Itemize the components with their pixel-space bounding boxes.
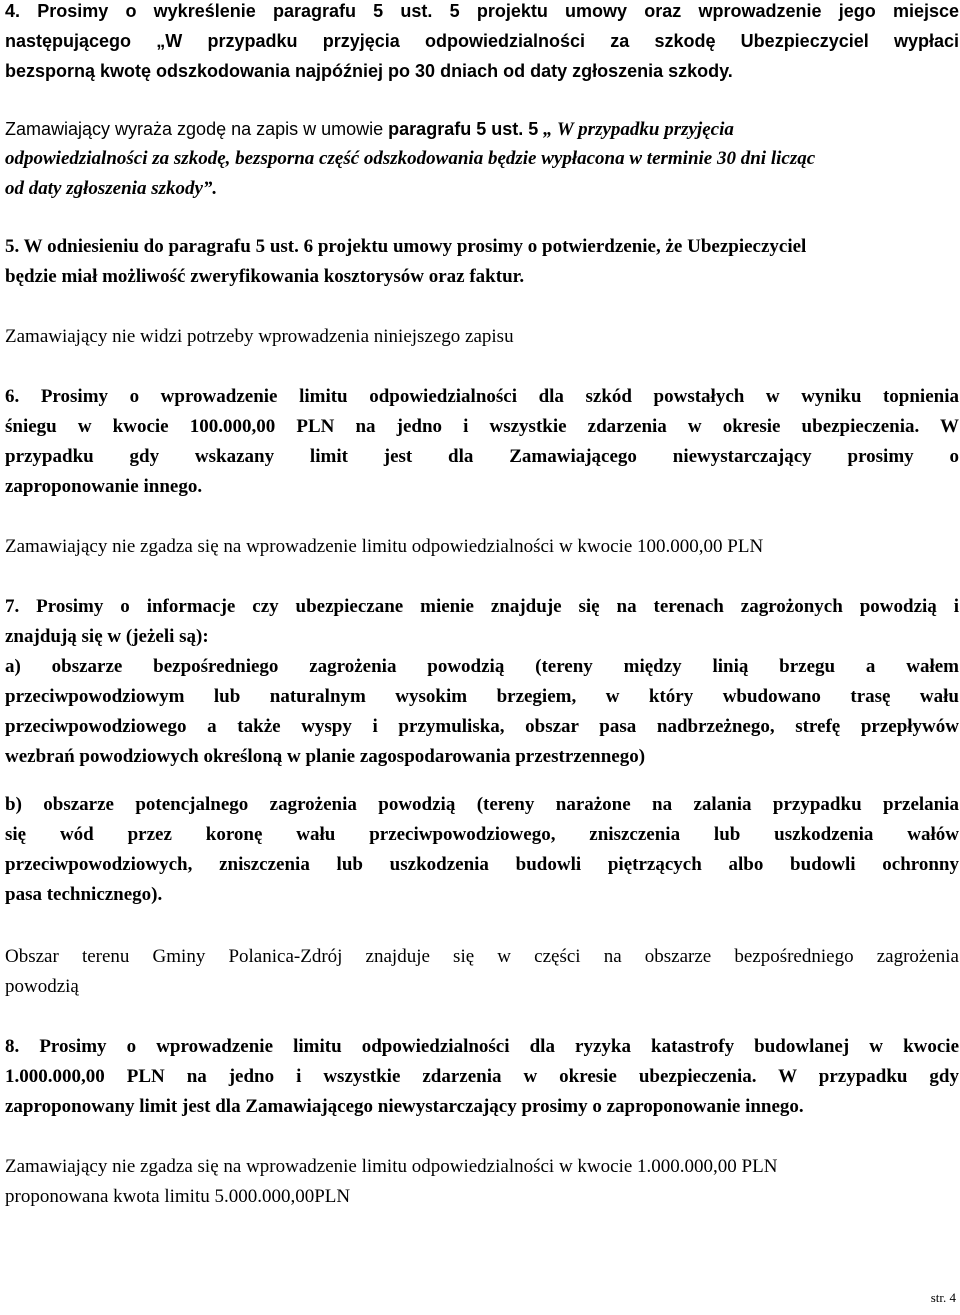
answer-5: Zamawiający nie widzi potrzeby wprowadzenia niniejszego zapisu: [5, 326, 514, 347]
question-6: [5, 382, 959, 502]
answer-8: [5, 1152, 959, 1212]
question-7-b-line-3: przeciwpowodziowych, zniszczenia lub uszkodzenia budowli piętrzących albo budowli ochronny: [5, 854, 959, 875]
question-4-line-3: bezsporną kwotę odszkodowania najpóźniej po 30 dniach od daty zgłoszenia szkody.: [5, 61, 733, 81]
question-7-a-line-2: przeciwpowodziowym lub naturalnym wysokim brzegiem, w który wbudowano trasę wału: [5, 686, 959, 707]
answer-6: Zamawiający nie zgadza się na wprowadzenie limitu odpowiedzialności w kwocie 100.000,00 PLN: [5, 536, 764, 557]
answer-4-line-3: od daty zgłoszenia szkody”.: [5, 178, 218, 199]
answer-4-line-2: odpowiedzialności za szkodę, bezsporna część odszkodowania będzie wypłacona w terminie 30 dni licząc: [5, 148, 816, 169]
question-6-line-4: zaproponowanie innego.: [5, 476, 203, 497]
answer-4-quote: [5, 144, 959, 204]
question-6-line-3: przypadku gdy wskazany limit jest dla Zamawiającego niewystarczający prosimy o: [5, 446, 959, 467]
question-4-line-1: 4. Prosimy o wykreślenie paragrafu 5 ust. 5 projektu umowy oraz wprowadzenie jego miejsce: [5, 1, 959, 21]
question-6-line-1: 6. Prosimy o wprowadzenie limitu odpowiedzialności dla szkód powstałych w wyniku topnienia: [5, 386, 959, 407]
answer-8-line-1: Zamawiający nie zgadza się na wprowadzenie limitu odpowiedzialności w kwocie 1.000.000,00 PLN: [5, 1156, 778, 1177]
question-8-line-1: 8. Prosimy o wprowadzenie limitu odpowiedzialności dla ryzyka katastrofy budowlanej w kwocie: [5, 1036, 959, 1057]
answer-7-line-2: powodzią: [5, 976, 79, 997]
question-5: [5, 232, 959, 292]
question-8-line-3: zaproponowany limit jest dla Zamawiającego niewystarczający prosimy o zaproponowanie innego.: [5, 1096, 804, 1117]
answer-8-line-2: proponowana kwota limitu 5.000.000,00PLN: [5, 1186, 351, 1207]
question-7-a-line-4: wezbrań powodziowych określoną w planie zagospodarowania przestrzennego): [5, 746, 646, 767]
question-5-line-2: będzie miał możliwość zweryfikowania kosztorysów oraz faktur.: [5, 266, 525, 287]
question-7-b-line-2: się wód przez koronę wału przeciwpowodziowego, zniszczenia lub uszkodzenia wałów: [5, 824, 959, 845]
answer-7: [5, 942, 959, 1002]
answer-4: [5, 114, 959, 145]
question-8-line-2: 1.000.000,00 PLN na jedno i wszystkie zdarzenia w okresie ubezpieczenia. W przypadku gdy: [5, 1066, 959, 1087]
question-7-b-line-4: pasa technicznego).: [5, 884, 163, 905]
question-4: [5, 0, 959, 86]
question-7-b-line-1: b) obszarze potencjalnego zagrożenia powodzią (tereny narażone na zalania przypadku przelania: [5, 794, 959, 815]
question-7-a-line-3: przeciwpowodziowego a także wyspy i przymuliska, obszar pasa nadbrzeżnego, strefę przepływów: [5, 716, 959, 737]
answer-7-line-1: Obszar terenu Gminy Polanica-Zdrój znajduje się w części na obszarze bezpośredniego zagrożenia: [5, 946, 959, 967]
page-number: str. 4: [930, 1290, 956, 1305]
question-6-line-2: śniegu w kwocie 100.000,00 PLN na jedno i wszystkie zdarzenia w okresie ubezpieczenia. W: [5, 416, 959, 437]
question-5-line-1: 5. W odniesieniu do paragrafu 5 ust. 6 projektu umowy prosimy o potwierdzenie, że Ubezpieczyciel: [5, 236, 807, 257]
question-7-line-2: znajdują się w (jeżeli są):: [5, 626, 209, 647]
question-7: [5, 592, 959, 772]
question-4-line-2: następującego „W przypadku przyjęcia odpowiedzialności za szkodę Ubezpieczyciel wypłaci: [5, 31, 959, 51]
question-7-a-line-1: a) obszarze bezpośredniego zagrożenia powodzią (tereny między linią brzegu a wałem: [5, 656, 959, 677]
question-7-b: [5, 790, 959, 910]
question-7-line-1: 7. Prosimy o informacje czy ubezpieczane mienie znajduje się na terenach zagrożonych powodzią i: [5, 596, 959, 617]
question-8: [5, 1032, 959, 1122]
answer-4-line-1: Zamawiający wyraża zgodę na zapis w umowie paragrafu 5 ust. 5 „ W przypadku przyjęcia: [5, 119, 734, 140]
